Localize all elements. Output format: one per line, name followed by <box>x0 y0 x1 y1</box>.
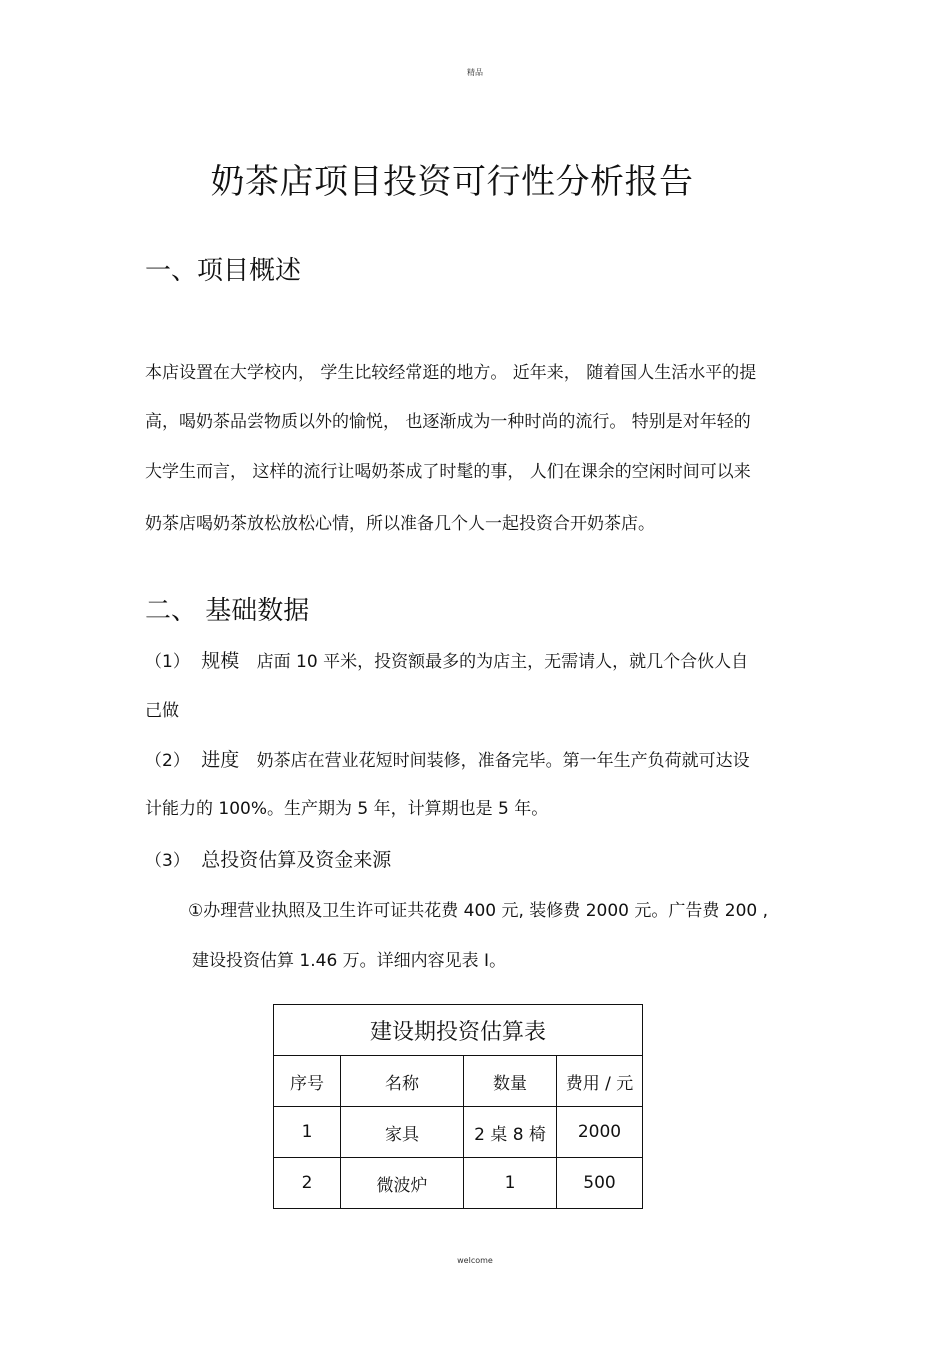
column-header: 数量 <box>464 1056 557 1107</box>
table-header-row <box>274 1056 643 1107</box>
table-cell: 1 <box>274 1107 341 1158</box>
item-scale <box>145 646 748 673</box>
table-cell: 500 <box>557 1158 643 1209</box>
paragraph-line: 大学生而言， 这样的流行让喝奶茶成了时髦的事， 人们在课余的空闲时间可以来 <box>145 462 751 482</box>
item-progress <box>145 745 750 772</box>
item-investment <box>145 845 391 872</box>
paragraph-line: 高，喝奶茶品尝物质以外的愉悦， 也逐渐成为一种时尚的流行。 特别是对年轻的 <box>145 412 751 432</box>
column-header: 费用 / 元 <box>557 1056 643 1107</box>
table-row <box>274 1107 643 1158</box>
table-cell: 2 <box>274 1158 341 1209</box>
item-number: （1） <box>145 652 190 672</box>
item-text: 店面 10 平米，投资额最多的为店主，无需请人，就几个合伙人自 <box>256 652 749 672</box>
investment-estimate-table <box>273 1004 643 1209</box>
paragraph-line: 奶茶店喝奶茶放松放松心情，所以准备几个人一起投资合开奶茶店。 <box>145 514 655 534</box>
document-title: 奶茶店项目投资可行性分析报告 <box>210 162 694 202</box>
item-text-continued: 计能力的 100%。生产期为 5 年，计算期也是 5 年。 <box>145 799 549 819</box>
table-cell: 2000 <box>557 1107 643 1158</box>
table-cell: 家具 <box>341 1107 464 1158</box>
table-cell: 2 桌 8 椅 <box>464 1107 557 1158</box>
column-header: 序号 <box>274 1056 341 1107</box>
table-row <box>274 1158 643 1209</box>
item-label: 进度 <box>201 749 240 771</box>
item-number: （2） <box>145 751 190 771</box>
paragraph-line: 本店设置在大学校内， 学生比较经常逛的地方。 近年来， 随着国人生活水平的提 <box>145 363 757 383</box>
footer-watermark: welcome <box>457 1256 493 1265</box>
investment-detail-line: 建设投资估算 1.46 万。详细内容见表 I。 <box>192 951 507 971</box>
item-text: 奶茶店在营业花短时间装修，准备完毕。第一年生产负荷就可达设 <box>256 751 750 771</box>
item-label: 规模 <box>201 650 240 672</box>
section-heading-basic-data: 二、 基础数据 <box>145 596 310 626</box>
table-cell: 1 <box>464 1158 557 1209</box>
investment-detail-line: ①办理营业执照及卫生许可证共花费 400 元, 装修费 2000 元。广告费 200 , <box>188 901 769 921</box>
item-text-continued: 己做 <box>145 701 179 721</box>
table-cell: 微波炉 <box>341 1158 464 1209</box>
section-heading-overview: 一、项目概述 <box>145 256 302 286</box>
table-caption: 建设期投资估算表 <box>274 1005 643 1056</box>
header-watermark: 精品 <box>467 68 483 77</box>
item-label: 总投资估算及资金来源 <box>201 849 392 871</box>
column-header: 名称 <box>341 1056 464 1107</box>
item-number: （3） <box>145 851 190 871</box>
